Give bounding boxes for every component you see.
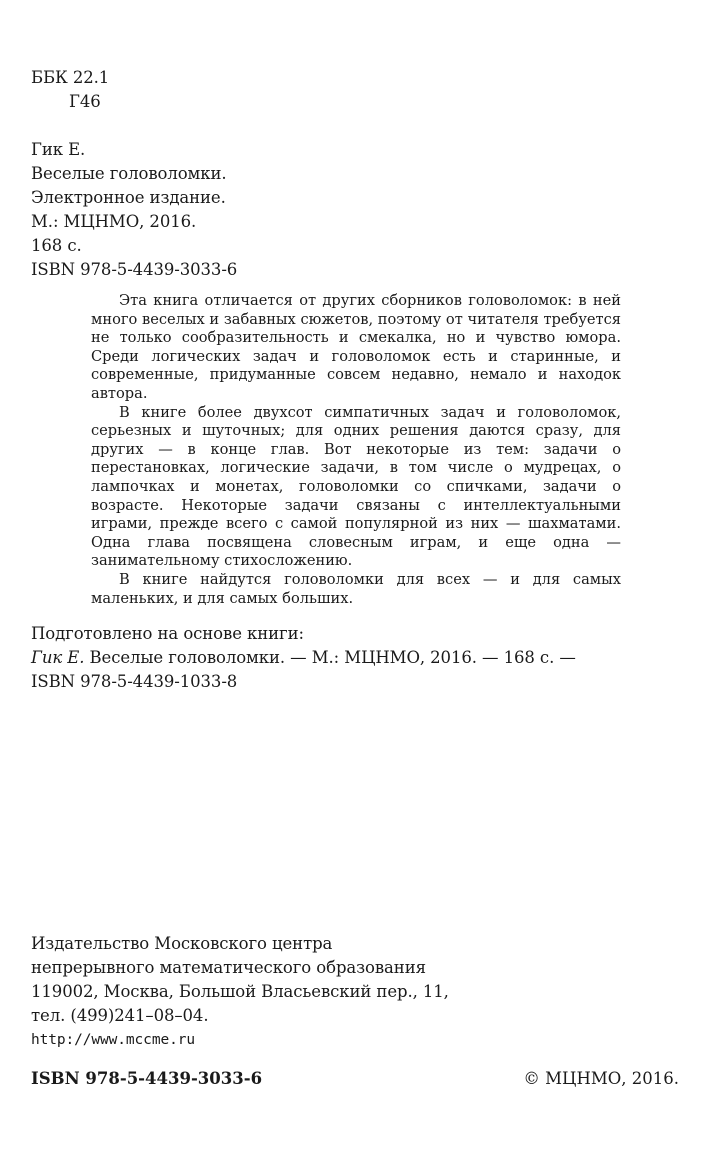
publisher-line: непрерывного математического образования [31,958,426,977]
publisher-block [31,932,449,1052]
author-mark: Г46 [69,92,101,111]
footer-copyright: © МЦНМО, 2016. [523,1069,679,1088]
based-on-label: Подготовлено на основе книги: [31,624,304,643]
card-isbn: ISBN 978-5-4439-3033-6 [31,260,238,279]
based-on-author: Гик Е. [31,648,85,667]
based-on-citation-text: Веселые головоломки. — М.: МЦНМО, 2016. — 168 с. — [89,648,576,667]
based-on-block [31,622,576,694]
publisher-line: Издательство Московского центра [31,934,333,953]
based-on-isbn: ISBN 978-5-4439-1033-8 [31,672,238,691]
card-pages: 168 с. [31,236,82,255]
abstract-paragraph: В книге найдутся головоломки для всех — и для самых маленьких, и для самых больших. [91,570,621,607]
publisher-url[interactable]: http://www.mccme.ru [31,1032,195,1048]
publisher-phone: тел. (499)241–08–04. [31,1006,209,1025]
card-title: Веселые головоломки. [31,164,227,183]
card-edition: Электронное издание. [31,188,226,207]
abstract-paragraph: В книге более двухсот симпатичных задач и головоломок, серьезных и шуточных; для одних решения даются сразу, для других — в конце глав. Вот некоторые из тем: задачи о перестановках, логические задачи, в том числе о мудрецах, о лампочках и монетах, головоломки со спичками, задачи о возрасте. Некоторые задачи связаны с интеллектуальными играми, прежде всего с самой популярной из них — шахматами. Одна глава посвящена словесным играм, и еще одна — занимательному стихосложению. [91,403,621,570]
footer-isbn: ISBN 978-5-4439-3033-6 [31,1069,263,1088]
catalog-card [31,138,237,282]
card-author: Гик Е. [31,140,86,159]
abstract [91,292,621,608]
based-on-citation [31,646,576,670]
abstract-paragraph: Эта книга отличается от других сборников головоломок: в ней много веселых и забавных сюжетов, поэтому от читателя требуется не только сообразительность и смекалка, но и чувство юмора. Среди логических задач и головоломок есть и старинные, и современные, придуманные совсем недавно, немало и находок автора. [91,292,621,402]
publisher-address: 119002, Москва, Большой Власьевский пер., 11, [31,982,449,1001]
bbk-block [31,66,109,114]
bbk-code: ББК 22.1 [31,68,110,87]
card-publisher: М.: МЦНМО, 2016. [31,212,197,231]
